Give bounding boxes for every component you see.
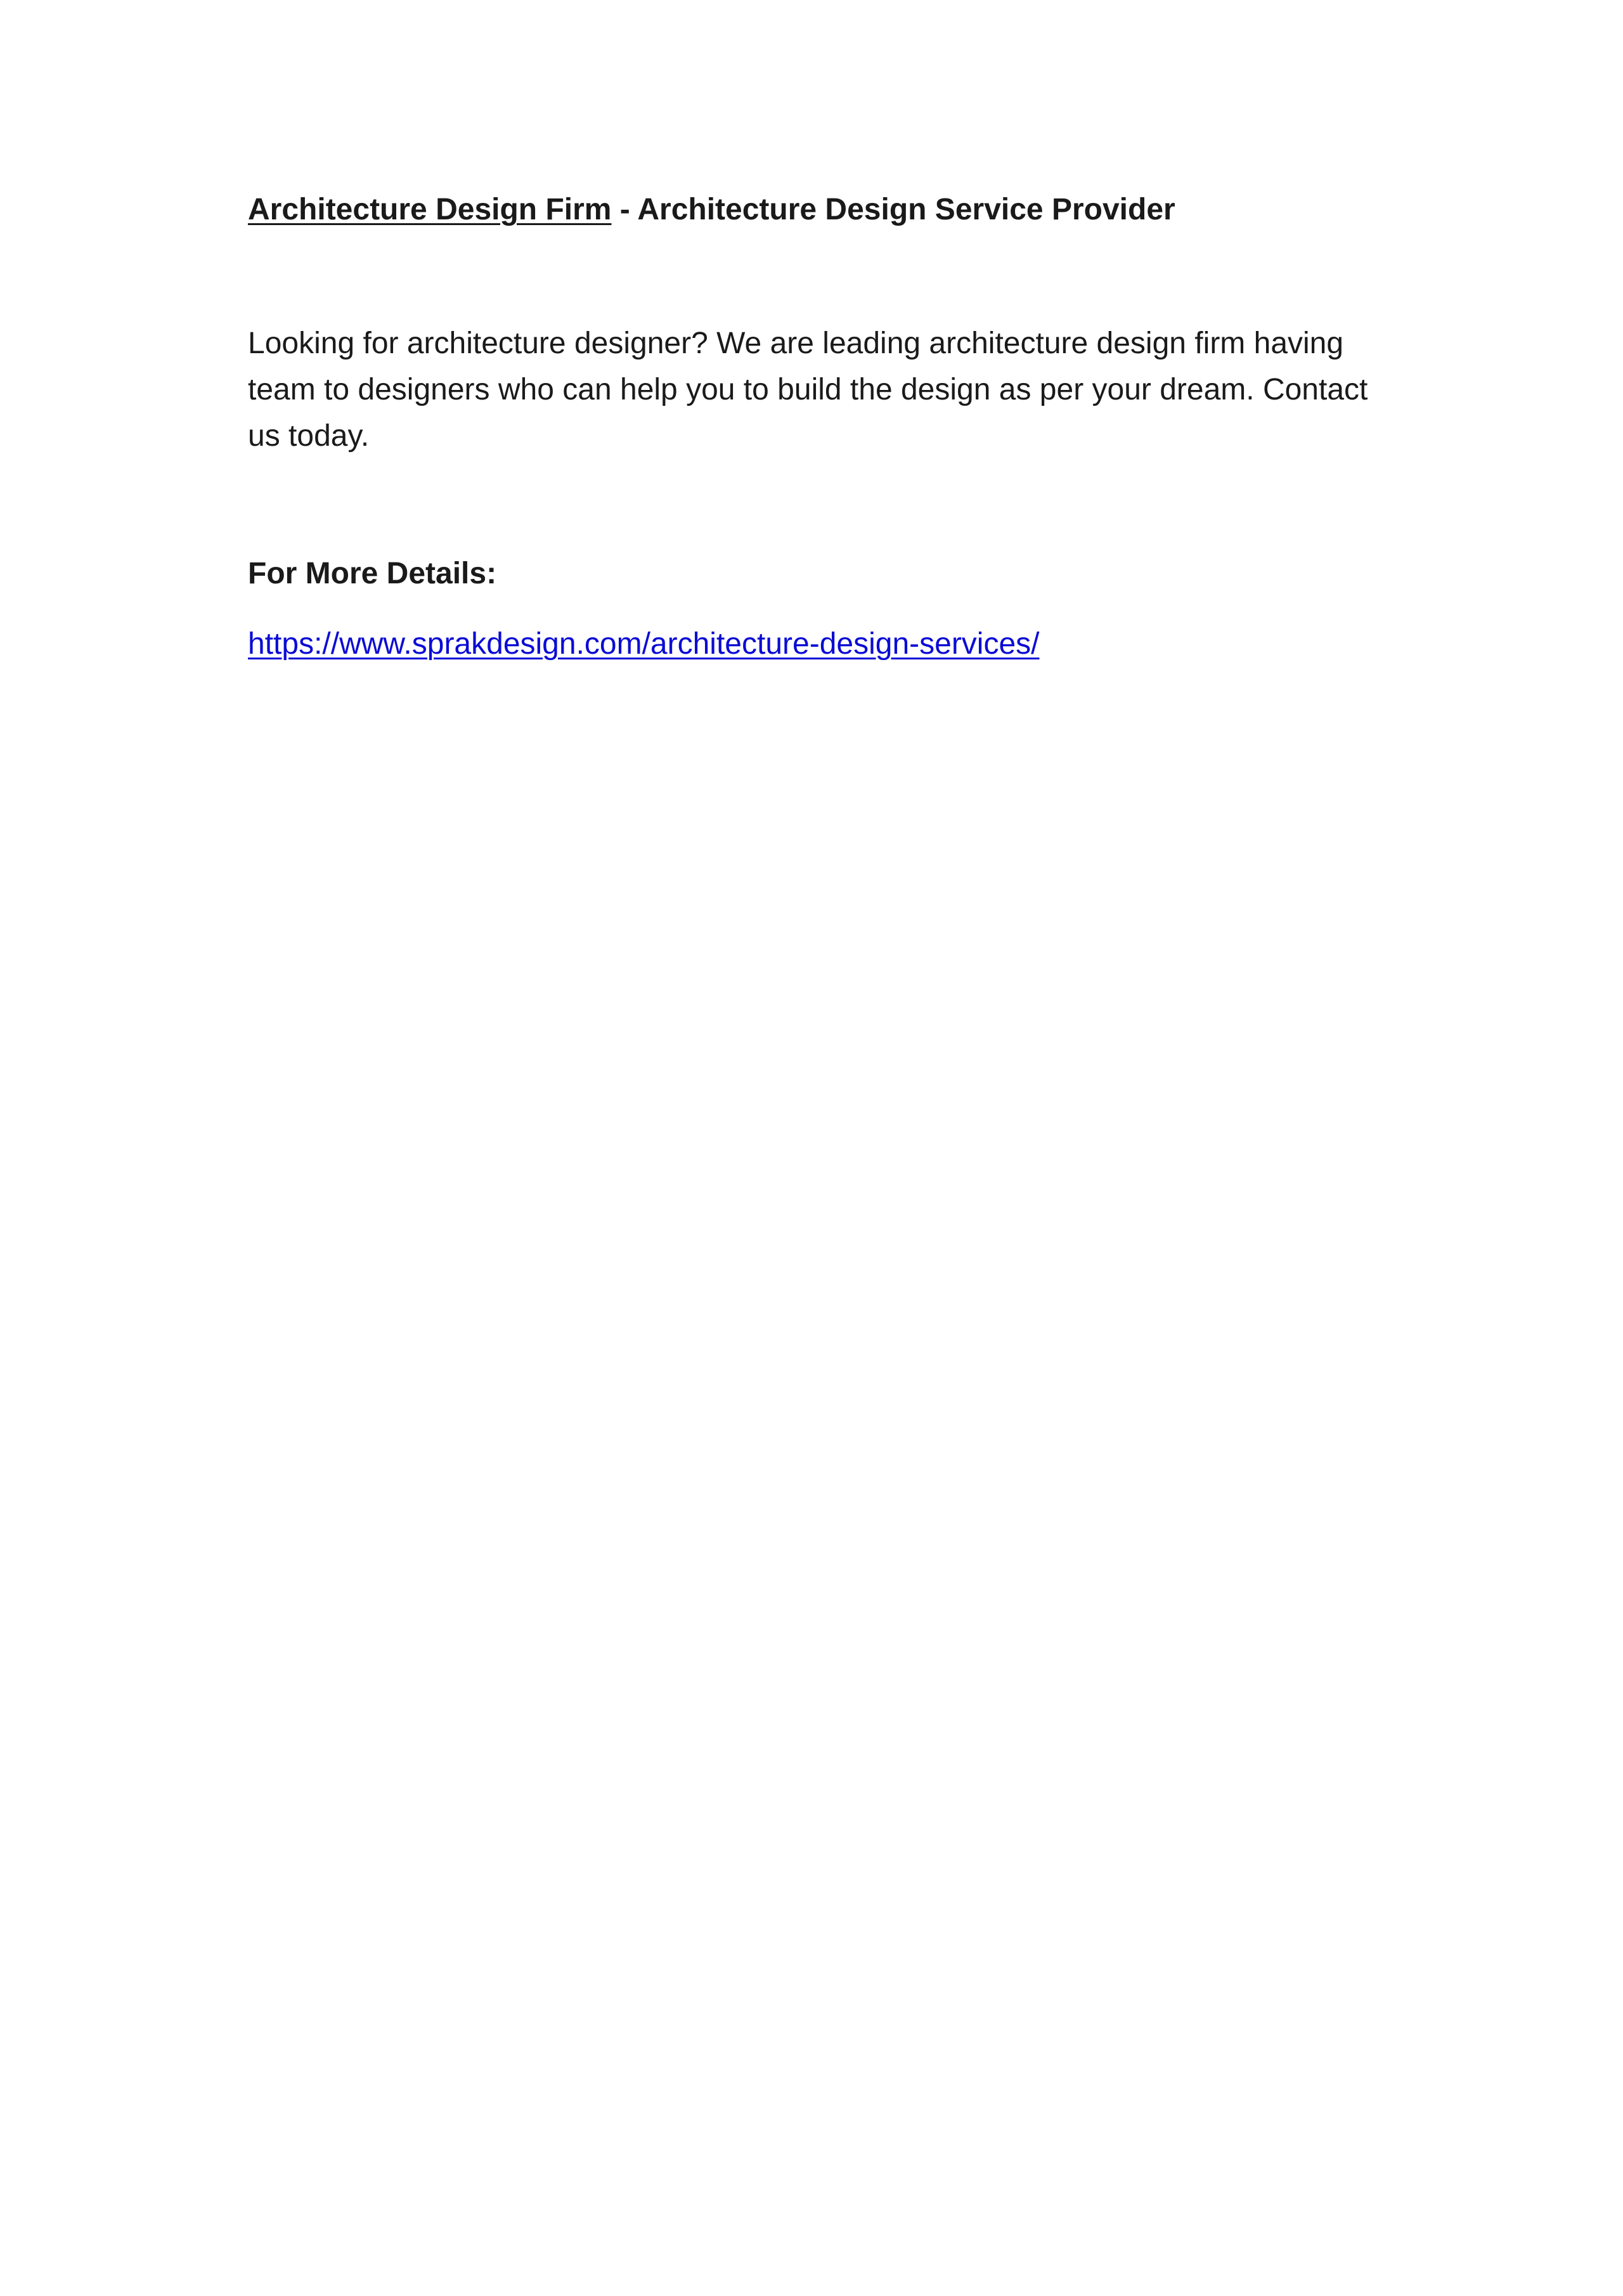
body-paragraph: Looking for architecture designer? We are leading architecture design firm having team to designers who can help you to build the design as per your dream. Contact us today.	[248, 327, 1368, 453]
heading-rest-text: - Architecture Design Service Provider	[611, 193, 1175, 226]
details-url-link[interactable]: https://www.sprakdesign.com/architecture-design-services/	[248, 626, 1040, 661]
document-content	[248, 190, 1389, 664]
heading-link[interactable]: Architecture Design Firm	[248, 193, 612, 226]
document-heading	[248, 190, 1389, 230]
details-label: For More Details:	[248, 557, 497, 591]
